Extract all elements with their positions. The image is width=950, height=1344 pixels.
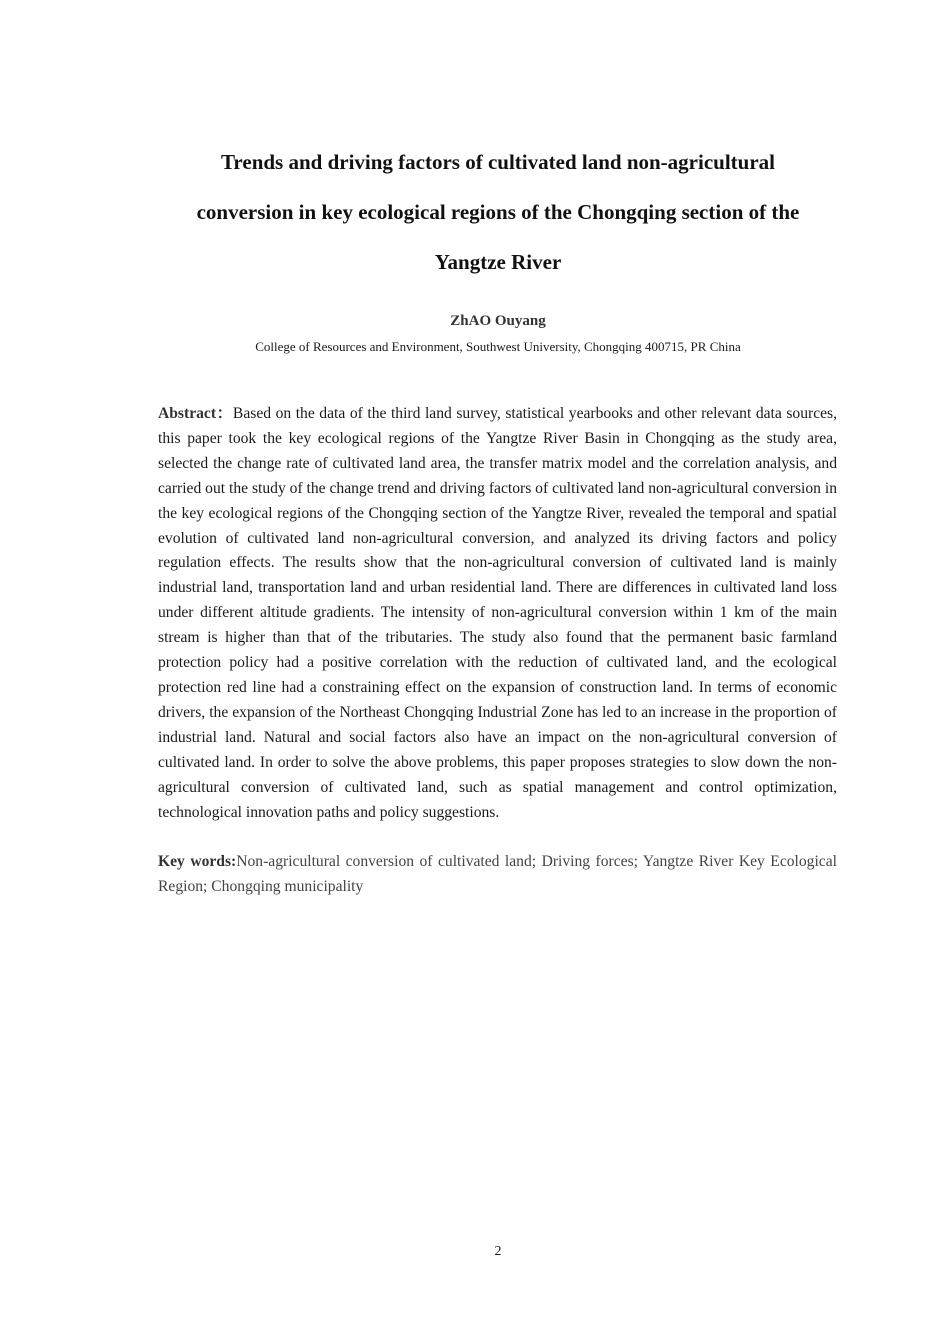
keywords-label: Key words: [158,853,237,870]
keywords [158,850,837,900]
abstract-text: Based on the data of the third land survey, statistical yearbooks and other relevant data sources, this paper took the key ecological regions of the Yangtze River Basin in Chongqing as the study area, selected the change rate of cultivated land area, the transfer matrix model and the correlation analysis, and carried out the study of the change trend and driving factors of cultivated land non-agricultural conversion in the key ecological regions of the Chongqing section of the Yangtze River, revealed the temporal and spatial evolution of cultivated land non-agricultural conversion, and analyzed its driving factors and policy regulation effects. The results show that the non-agricultural conversion of cultivated land is mainly industrial land, transportation land and urban residential land. There are differences in cultivated land loss under different altitude gradients. The intensity of non-agricultural conversion within 1 km of the main stream is higher than that of the tributaries. The study also found that the permanent basic farmland protection policy had a positive correlation with the reduction of cultivated land, and the ecological protection red line had a constraining effect on the expansion of construction land. In terms of economic drivers, the expansion of the Northeast Chongqing Industrial Zone has led to an increase in the proportion of industrial land. Natural and social factors also have an impact on the non-agricultural conversion of cultivated land. In order to solve the above problems, this paper proposes strategies to slow down the non-agricultural conversion of cultivated land, such as spatial management and control optimization, technological innovation paths and policy suggestions. [158,405,838,821]
keywords-text: Non-agricultural conversion of cultivated land; Driving forces; Yangtze River Key Ecological Region; Chongqing municipality [158,853,837,895]
author-name: ZhAO Ouyang [450,313,546,329]
title-line: conversion in key ecological regions of the Chongqing section of the [196,200,800,224]
abstract [158,402,837,825]
title-line: Trends and driving factors of cultivated land non-agricultural [220,150,775,174]
title-line: Yangtze River [434,250,562,274]
abstract-label: Abstract： [158,405,233,422]
page-number: 2 [494,1244,502,1259]
paper-title [158,137,838,287]
author-affiliation: College of Resources and Environment, Southwest University, Chongqing 400715, PR China [255,339,741,354]
